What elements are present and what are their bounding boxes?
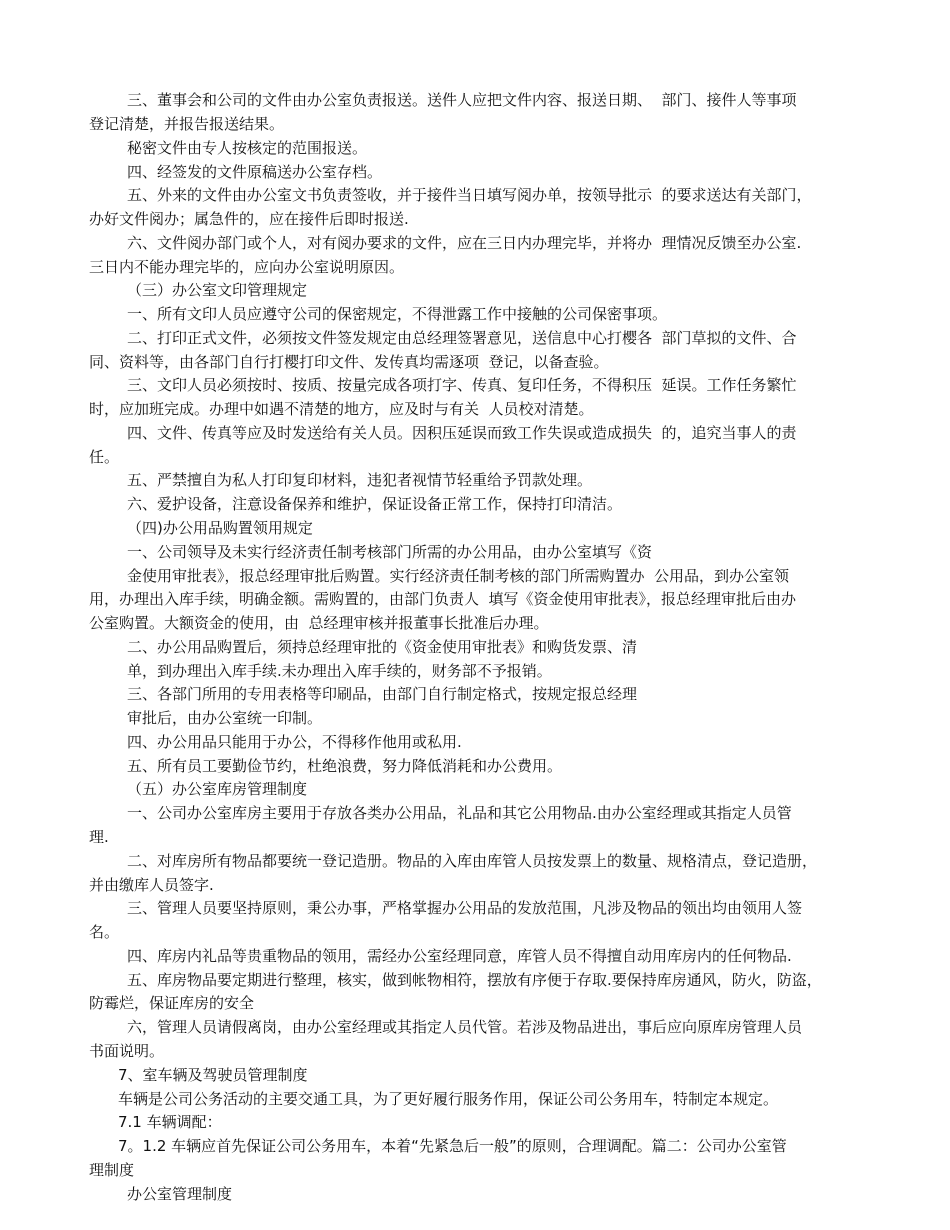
- text-line: 理.: [89, 828, 109, 846]
- text-line: 二、办公用品购置后，须持总经理审批的《资金使用审批表》和购货发票、清: [127, 638, 638, 656]
- text-line: 审批后，由办公室统一印制。: [127, 709, 323, 727]
- text-line: 六，管理人员请假离岗，由办公室经理或其指定人员代管。若涉及物品进出，事后应向原库房管理人员: [127, 1018, 803, 1036]
- section-heading: （四)办公用品购置领用规定: [127, 519, 313, 537]
- text-line: 防霉烂，保证库房的安全: [89, 994, 255, 1012]
- text-line: 车辆是公司公务活动的主要交通工具，为了更好履行服务作用，保证公司公务用车，特制定本规定。: [118, 1090, 779, 1108]
- section-heading: （三）办公室文印管理规定: [127, 281, 308, 299]
- text-line: 四、经签发的文件原稿送办公室存档。: [127, 163, 383, 181]
- text-line: 登记清楚，并报告报送结果。: [89, 115, 285, 133]
- text-line: 办好文件阅办；属急件的，应在接件后即时报送.: [89, 210, 409, 228]
- text-line: 五、所有员工要勤俭节约，杜绝浪费，努力降低消耗和办公费用。: [127, 757, 563, 775]
- text-line: 单，到办理出入库手续.未办理出入库手续的，财务部不予报销。: [127, 662, 552, 680]
- text-line: 四、办公用品只能用于办公，不得移作他用或私用.: [127, 733, 462, 751]
- text-line: 三日内不能办理完毕的，应向办公室说明原因。: [89, 258, 405, 276]
- text-line: 7。1.2 车辆应首先保证公司公务用车，本着“先紧急后一般”的原则，合理调配。篇二：公司办公室管: [118, 1137, 787, 1155]
- text-line: 并由缴库人员签字.: [89, 876, 214, 894]
- text-line: 书面说明。: [89, 1042, 165, 1060]
- text-line: 三、各部门所用的专用表格等印刷品，由部门自行制定格式，按规定报总经理: [127, 685, 638, 703]
- text-line: 三、管理人员要坚持原则，秉公办事，严格掌握办公用品的发放范围，凡涉及物品的领出均由领用人签: [127, 899, 803, 917]
- text-line: 时，应加班完成。办理中如遇不清楚的地方，应及时与有关 人员校对清楚。: [89, 400, 594, 418]
- text-line: 一、所有文印人员应遵守公司的保密规定，不得泄露工作中接触的公司保密事项。: [127, 305, 668, 323]
- text-line: 五、严禁擅自为私人打印复印材料，违犯者视情节轻重给予罚款处理。: [127, 471, 593, 489]
- text-line: 金使用审批表》，报总经理审批后购置。实行经济责任制考核的部门所需购置办 公用品，到办公室领: [127, 567, 790, 585]
- text-line: 名。: [89, 923, 120, 941]
- text-line: 同、资料等，由各部门自行打樱打印文件、发传真均需逐项 登记，以备查验。: [89, 353, 609, 371]
- section-heading: 办公室管理制度: [127, 1185, 233, 1203]
- text-line: 任。: [89, 448, 120, 466]
- text-line: 理制度: [89, 1161, 135, 1179]
- section-heading: （五）办公室库房管理制度: [127, 780, 308, 798]
- text-line: 二、打印正式文件，必须按文件签发规定由总经理签署意见，送信息中心打樱各 部门草拟的文件、合: [127, 329, 797, 347]
- text-line: 公室购置。大额资金的使用，由 总经理审核并报董事长批准后办理。: [89, 614, 549, 632]
- text-line: 六、文件阅办部门或个人，对有阅办要求的文件，应在三日内办理完毕，并将办 理情况反馈至办公室.: [127, 234, 802, 252]
- text-line: 二、对库房所有物品都要统一登记造册。物品的入库由库管人员按发票上的数量、规格清点，登记造册，: [127, 852, 818, 870]
- text-line: 五、外来的文件由办公室文书负责签收，并于接件当日填写阅办单，按领导批示 的要求送达有关部门，: [127, 186, 812, 204]
- text-line: 秘密文件由专人按核定的范围报送。: [127, 139, 368, 157]
- text-line: 四、库房内礼品等贵重物品的领用，需经办公室经理同意，库管人员不得擅自动用库房内的任何物品.: [127, 947, 792, 965]
- text-line: 一、公司办公室库房主要用于存放各类办公用品，礼品和其它公用物品.由办公室经理或其指定人员管: [127, 804, 792, 822]
- text-line: 三、董事会和公司的文件由办公室负责报送。送件人应把文件内容、报送日期、 部门、接件人等事项: [127, 91, 797, 109]
- text-line: 五、库房物品要定期进行整理，核实，做到帐物相符，摆放有序便于存取.要保持库房通风，防火，防盗，: [127, 971, 822, 989]
- text-line: 三、文印人员必须按时、按质、按量完成各项打字、传真、复印任务，不得积压 延误。工作任务繁忙: [127, 376, 797, 394]
- section-heading: 7、室车辆及驾驶员管理制度: [118, 1066, 308, 1084]
- text-line: 四、文件、传真等应及时发送给有关人员。因积压延误而致工作失误或造成损失 的，追究当事人的责: [127, 424, 797, 442]
- text-line: 一、公司领导及未实行经济责任制考核部门所需的办公用品，由办公室填写《资: [127, 543, 653, 561]
- text-line: 六、爱护设备，注意设备保养和维护，保证设备正常工作，保持打印清洁。: [127, 495, 623, 513]
- text-line: 7.1 车辆调配：: [118, 1113, 222, 1131]
- text-line: 用，办理出入库手续，明确金额。需购置的，由部门负责人 填写《资金使用审批表》，报总经理审批后由办: [89, 590, 797, 608]
